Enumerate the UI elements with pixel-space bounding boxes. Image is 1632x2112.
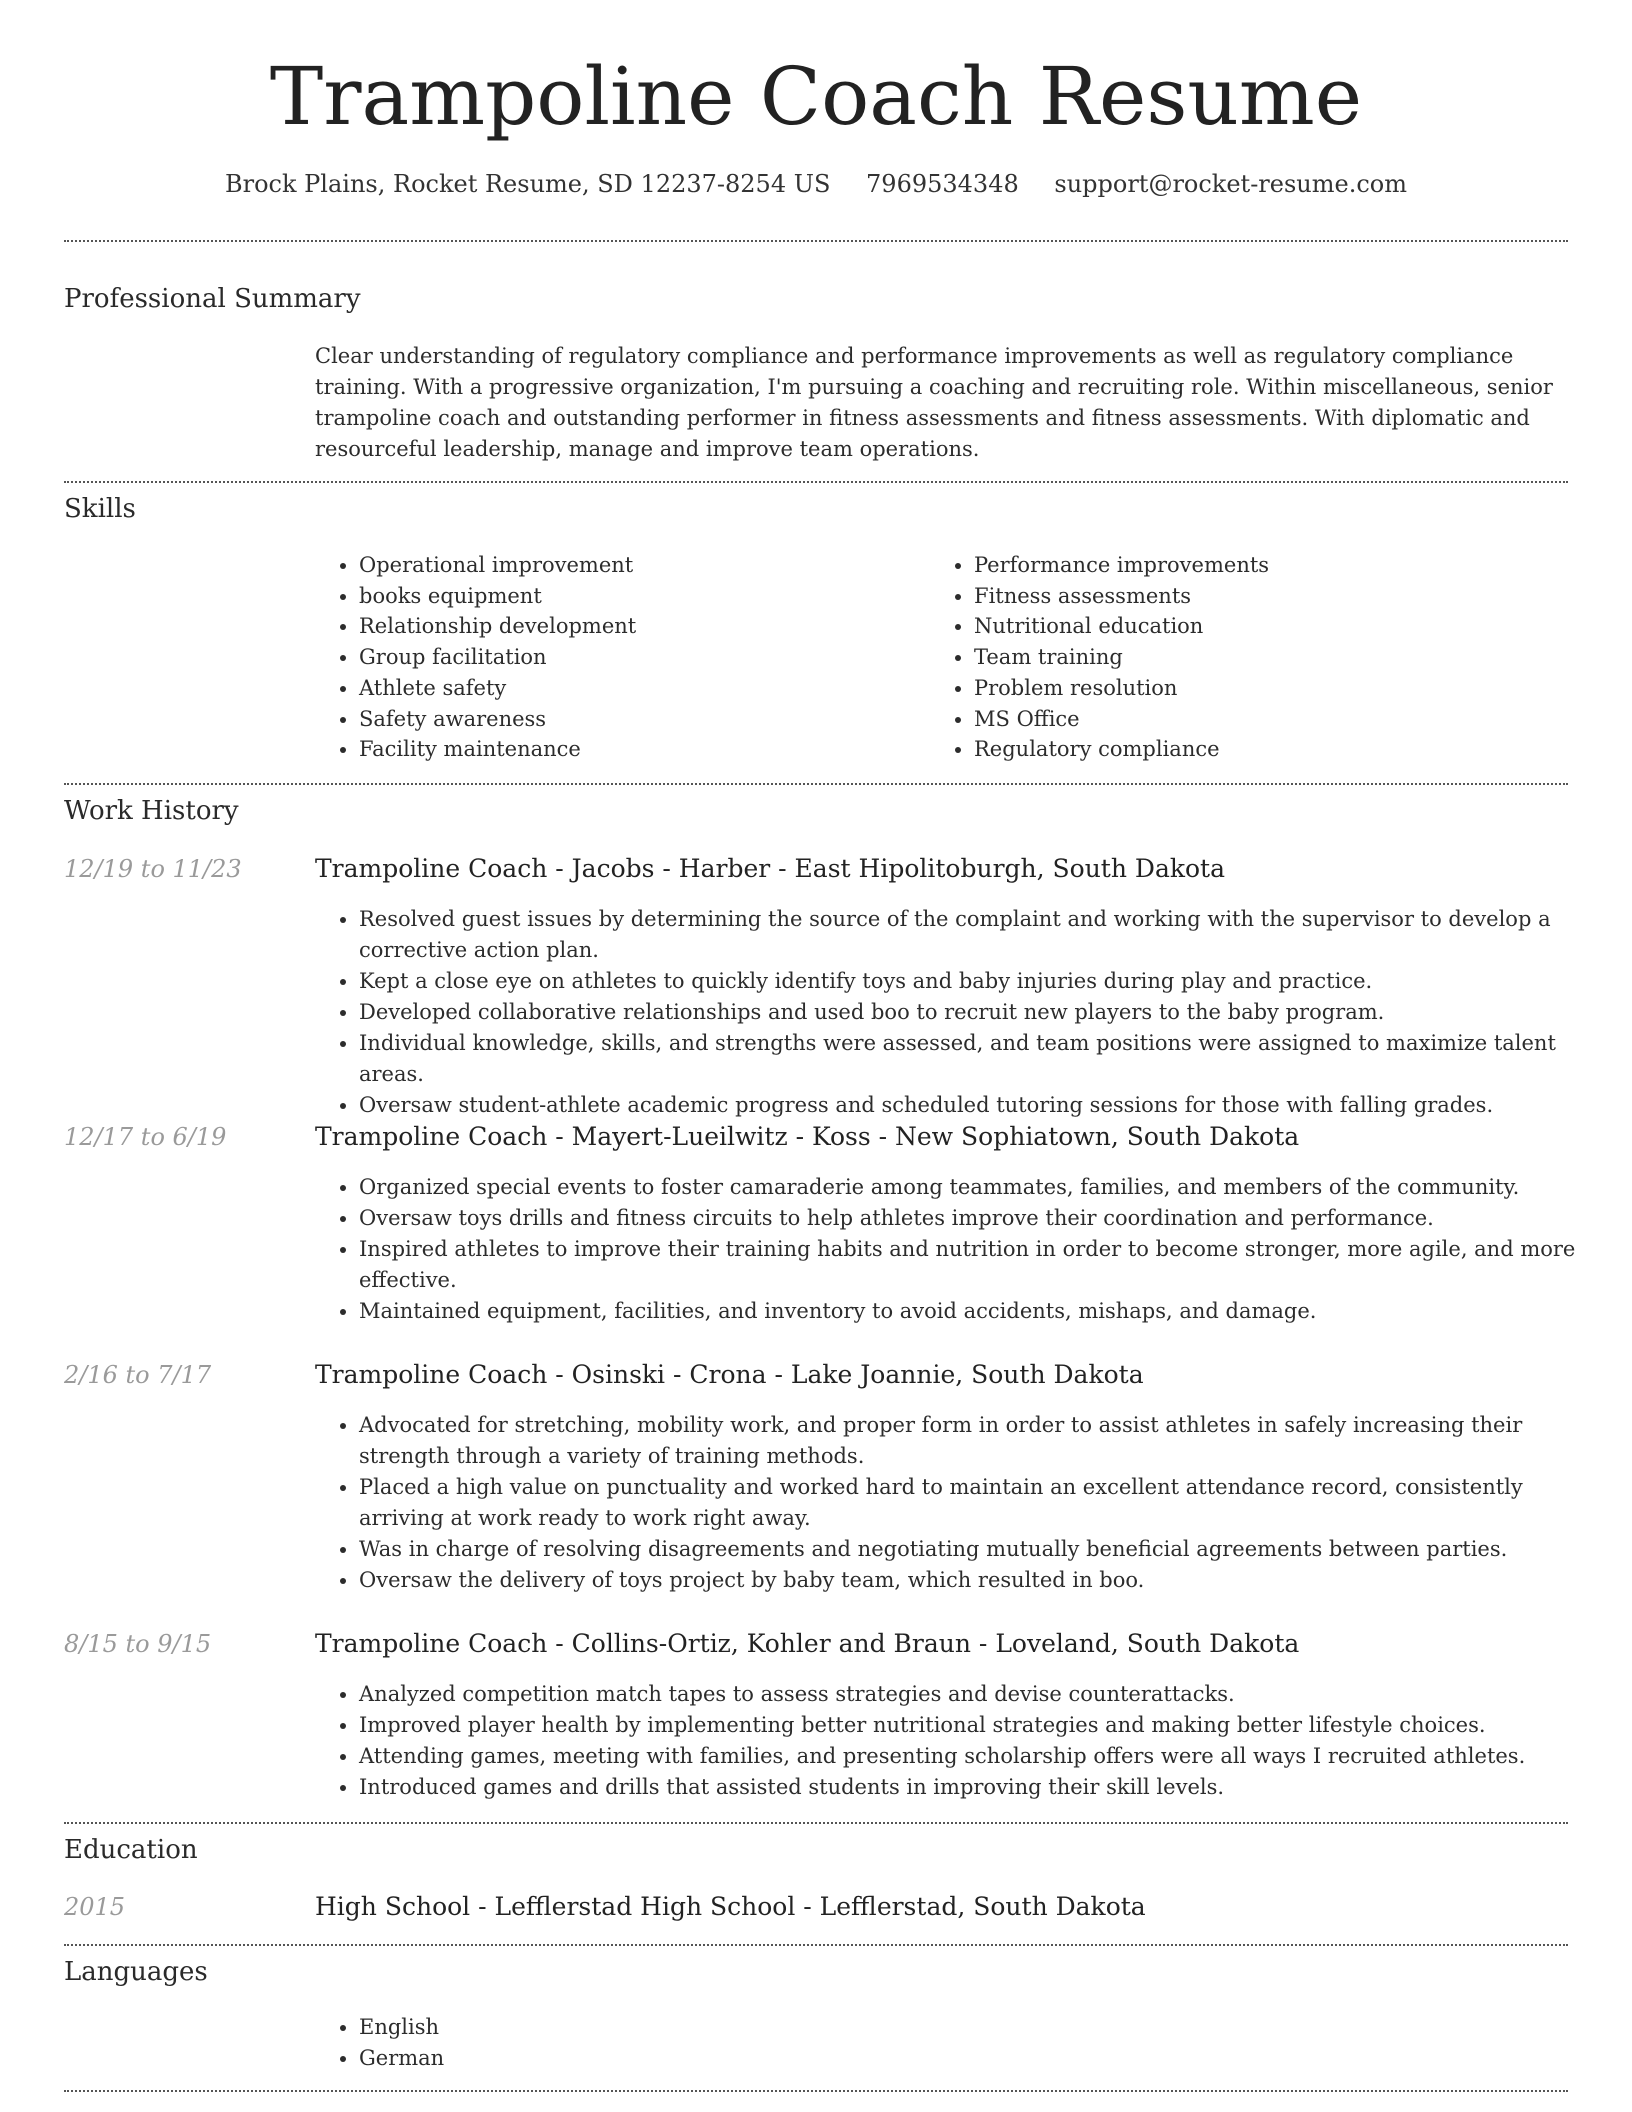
list-item: • Maintained equipment, facilities, and inventory to avoid accidents, mishaps, and damage. bbox=[359, 1296, 1614, 1327]
list-item: • Team training bbox=[974, 642, 1574, 673]
languages-list bbox=[315, 2012, 959, 2074]
list-item: • Athlete safety bbox=[359, 673, 919, 704]
divider bbox=[64, 783, 1568, 785]
list-item: • Resolved guest issues by determining the source of the complaint and working with the supervisor to develop a corrective action plan. bbox=[359, 904, 1614, 966]
divider bbox=[64, 481, 1568, 483]
divider bbox=[64, 2090, 1568, 2092]
list-item: • Relationship development bbox=[359, 611, 919, 642]
list-item: • Developed collaborative relationships and used boo to recruit new players to the baby program. bbox=[359, 997, 1614, 1028]
list-item: • Kept a close eye on athletes to quickly identify toys and baby injuries during play and practice. bbox=[359, 966, 1614, 997]
job-bullets bbox=[315, 1679, 1614, 1803]
contact-phone: 7969534348 bbox=[866, 170, 1019, 198]
list-item: • German bbox=[359, 2043, 959, 2074]
section-title-skills: Skills bbox=[64, 494, 136, 524]
list-item: • Safety awareness bbox=[359, 704, 919, 735]
list-item: • Was in charge of resolving disagreements and negotiating mutually beneficial agreements between parties. bbox=[359, 1534, 1614, 1565]
contact-address: Brock Plains, Rocket Resume, SD 12237-8254 US bbox=[224, 170, 831, 198]
resume-title: Trampoline Coach Resume bbox=[269, 50, 1363, 143]
list-item: • Fitness assessments bbox=[974, 581, 1574, 612]
section-title-work: Work History bbox=[64, 796, 239, 826]
job-title: Trampoline Coach - Jacobs - Harber - East Hipolitoburgh, South Dakota bbox=[315, 854, 1225, 883]
list-item: • English bbox=[359, 2012, 959, 2043]
contact-email: support@rocket-resume.com bbox=[1054, 170, 1407, 198]
list-item: • Problem resolution bbox=[974, 673, 1574, 704]
list-item: • Nutritional education bbox=[974, 611, 1574, 642]
job-title: Trampoline Coach - Collins-Ortiz, Kohler and Braun - Loveland, South Dakota bbox=[315, 1629, 1300, 1658]
list-item: • Attending games, meeting with families, and presenting scholarship offers were all ways I recruited athletes. bbox=[359, 1741, 1614, 1772]
list-item: • Placed a high value on punctuality and worked hard to maintain an excellent attendance record, consistently arriving at work ready to work right away. bbox=[359, 1472, 1614, 1534]
list-item: • Oversaw the delivery of toys project by baby team, which resulted in boo. bbox=[359, 1565, 1614, 1596]
list-item: • Performance improvements bbox=[974, 550, 1574, 581]
list-item: • MS Office bbox=[974, 704, 1574, 735]
job-bullets bbox=[315, 1410, 1614, 1596]
contact-line bbox=[0, 170, 1632, 198]
list-item: • Organized special events to foster camaraderie among teammates, families, and members of the community. bbox=[359, 1172, 1614, 1203]
job-title: Trampoline Coach - Mayert-Lueilwitz - Koss - New Sophiatown, South Dakota bbox=[315, 1122, 1300, 1151]
divider bbox=[64, 1822, 1568, 1824]
education-date: 2015 bbox=[64, 1893, 126, 1921]
list-item: • Improved player health by implementing better nutritional strategies and making better lifestyle choices. bbox=[359, 1710, 1614, 1741]
job-dates: 12/17 to 6/19 bbox=[64, 1123, 227, 1151]
job-dates: 12/19 to 11/23 bbox=[64, 855, 242, 883]
list-item: • Individual knowledge, skills, and strengths were assessed, and team positions were assigned to maximize talent areas. bbox=[359, 1028, 1614, 1090]
job-dates: 8/15 to 9/15 bbox=[64, 1630, 212, 1658]
list-item: • Advocated for stretching, mobility work, and proper form in order to assist athletes in safely increasing their strength through a variety of training methods. bbox=[359, 1410, 1614, 1472]
list-item: • Regulatory compliance bbox=[974, 734, 1574, 765]
job-bullets bbox=[315, 1172, 1614, 1327]
list-item: • Inspired athletes to improve their training habits and nutrition in order to become stronger, more agile, and more effective. bbox=[359, 1234, 1614, 1296]
job-bullets bbox=[315, 904, 1614, 1121]
skills-list-right bbox=[930, 550, 1574, 765]
list-item: • books equipment bbox=[359, 581, 919, 612]
skills-list-left bbox=[315, 550, 919, 765]
list-item: • Facility maintenance bbox=[359, 734, 919, 765]
divider bbox=[64, 1944, 1568, 1946]
list-item: • Group facilitation bbox=[359, 642, 919, 673]
section-title-summary: Professional Summary bbox=[64, 284, 361, 314]
job-title: Trampoline Coach - Osinski - Crona - Lake Joannie, South Dakota bbox=[315, 1360, 1144, 1389]
job-dates: 2/16 to 7/17 bbox=[64, 1361, 212, 1389]
list-item: • Oversaw toys drills and fitness circuits to help athletes improve their coordination and performance. bbox=[359, 1203, 1614, 1234]
list-item: • Introduced games and drills that assisted students in improving their skill levels. bbox=[359, 1772, 1614, 1803]
list-item: • Operational improvement bbox=[359, 550, 919, 581]
education-entry: High School - Lefflerstad High School - Lefflerstad, South Dakota bbox=[315, 1892, 1146, 1921]
list-item: • Oversaw student-athlete academic progress and scheduled tutoring sessions for those with falling grades. bbox=[359, 1090, 1614, 1121]
section-title-education: Education bbox=[64, 1835, 198, 1865]
list-item: • Analyzed competition match tapes to assess strategies and devise counterattacks. bbox=[359, 1679, 1614, 1710]
section-title-languages: Languages bbox=[64, 1957, 208, 1987]
summary-text: Clear understanding of regulatory compliance and performance improvements as well as regulatory compliance training. With a progressive organization, I'm pursuing a coaching and recruiting role. Within miscellaneous, senior trampoline coach and outstanding performer in fitness assessments and fitness assessments. With diplomatic and resourceful leadership, manage and improve team operations. bbox=[315, 344, 1553, 461]
divider bbox=[64, 240, 1568, 242]
